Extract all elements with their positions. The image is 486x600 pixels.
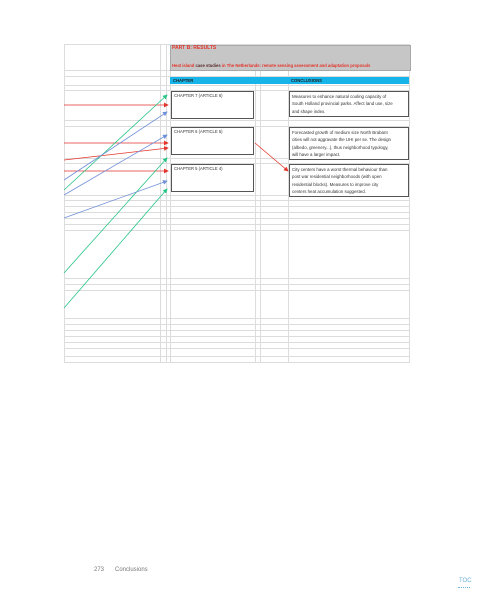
red-arrow — [64, 148, 168, 160]
chapter-label: CHAPTER 7 (ARTICLE 6) — [174, 93, 223, 98]
conclusion-line: City centers have a worst thermal behaviour than — [292, 167, 388, 172]
conclusion-line: centers heat accumulation suggested. — [292, 188, 366, 194]
subtitle-suffix: in The Netherlands: remote sensing assessment and adaptation proposals — [220, 63, 371, 68]
red-arrow — [255, 143, 288, 171]
toc-underline — [458, 587, 470, 588]
conclusion-line: and shape index. — [292, 108, 326, 114]
section-name: Conclusions — [115, 567, 148, 573]
part-title: PART B: RESULTS — [172, 45, 217, 51]
conclusion-line: post war residential neighborhoods (with open — [292, 174, 382, 180]
toc-link[interactable]: TOC — [459, 578, 472, 584]
subtitle-prefix: Heat island — [172, 63, 196, 68]
conclusion-line: will have a larger impact. — [292, 151, 341, 157]
conclusions-column-header: CONCLUSIONS — [291, 78, 322, 83]
conclusion-line: South Holland provincial parks. Affect land use, size — [292, 101, 393, 107]
conclusion-line: Forecasted growth of medium size North Brabant — [292, 130, 388, 135]
blue-arrow — [64, 181, 167, 218]
chapter-column-header: CHAPTER — [173, 78, 194, 83]
chapter-label: CHAPTER 5 (ARTICLE 4) — [174, 166, 223, 171]
conclusion-line: Measures to enhance natural cooling capacity of — [292, 94, 387, 99]
conclusion-line: cities will not aggravate the UHI per se. The design — [292, 137, 392, 143]
conclusion-line: residential blocks). Measures to improve city — [292, 181, 379, 187]
green-arrow — [64, 189, 167, 308]
conclusion-line: (albedo, greenery...), thus neighborhood typology, — [292, 144, 389, 150]
chapter-label: CHAPTER 6 (ARTICLE 5) — [174, 129, 223, 134]
blue-arrow — [64, 112, 167, 180]
subtitle-emphasis: case studies — [195, 63, 221, 68]
blue-arrow — [64, 135, 167, 195]
page-number: 273 — [94, 567, 105, 573]
